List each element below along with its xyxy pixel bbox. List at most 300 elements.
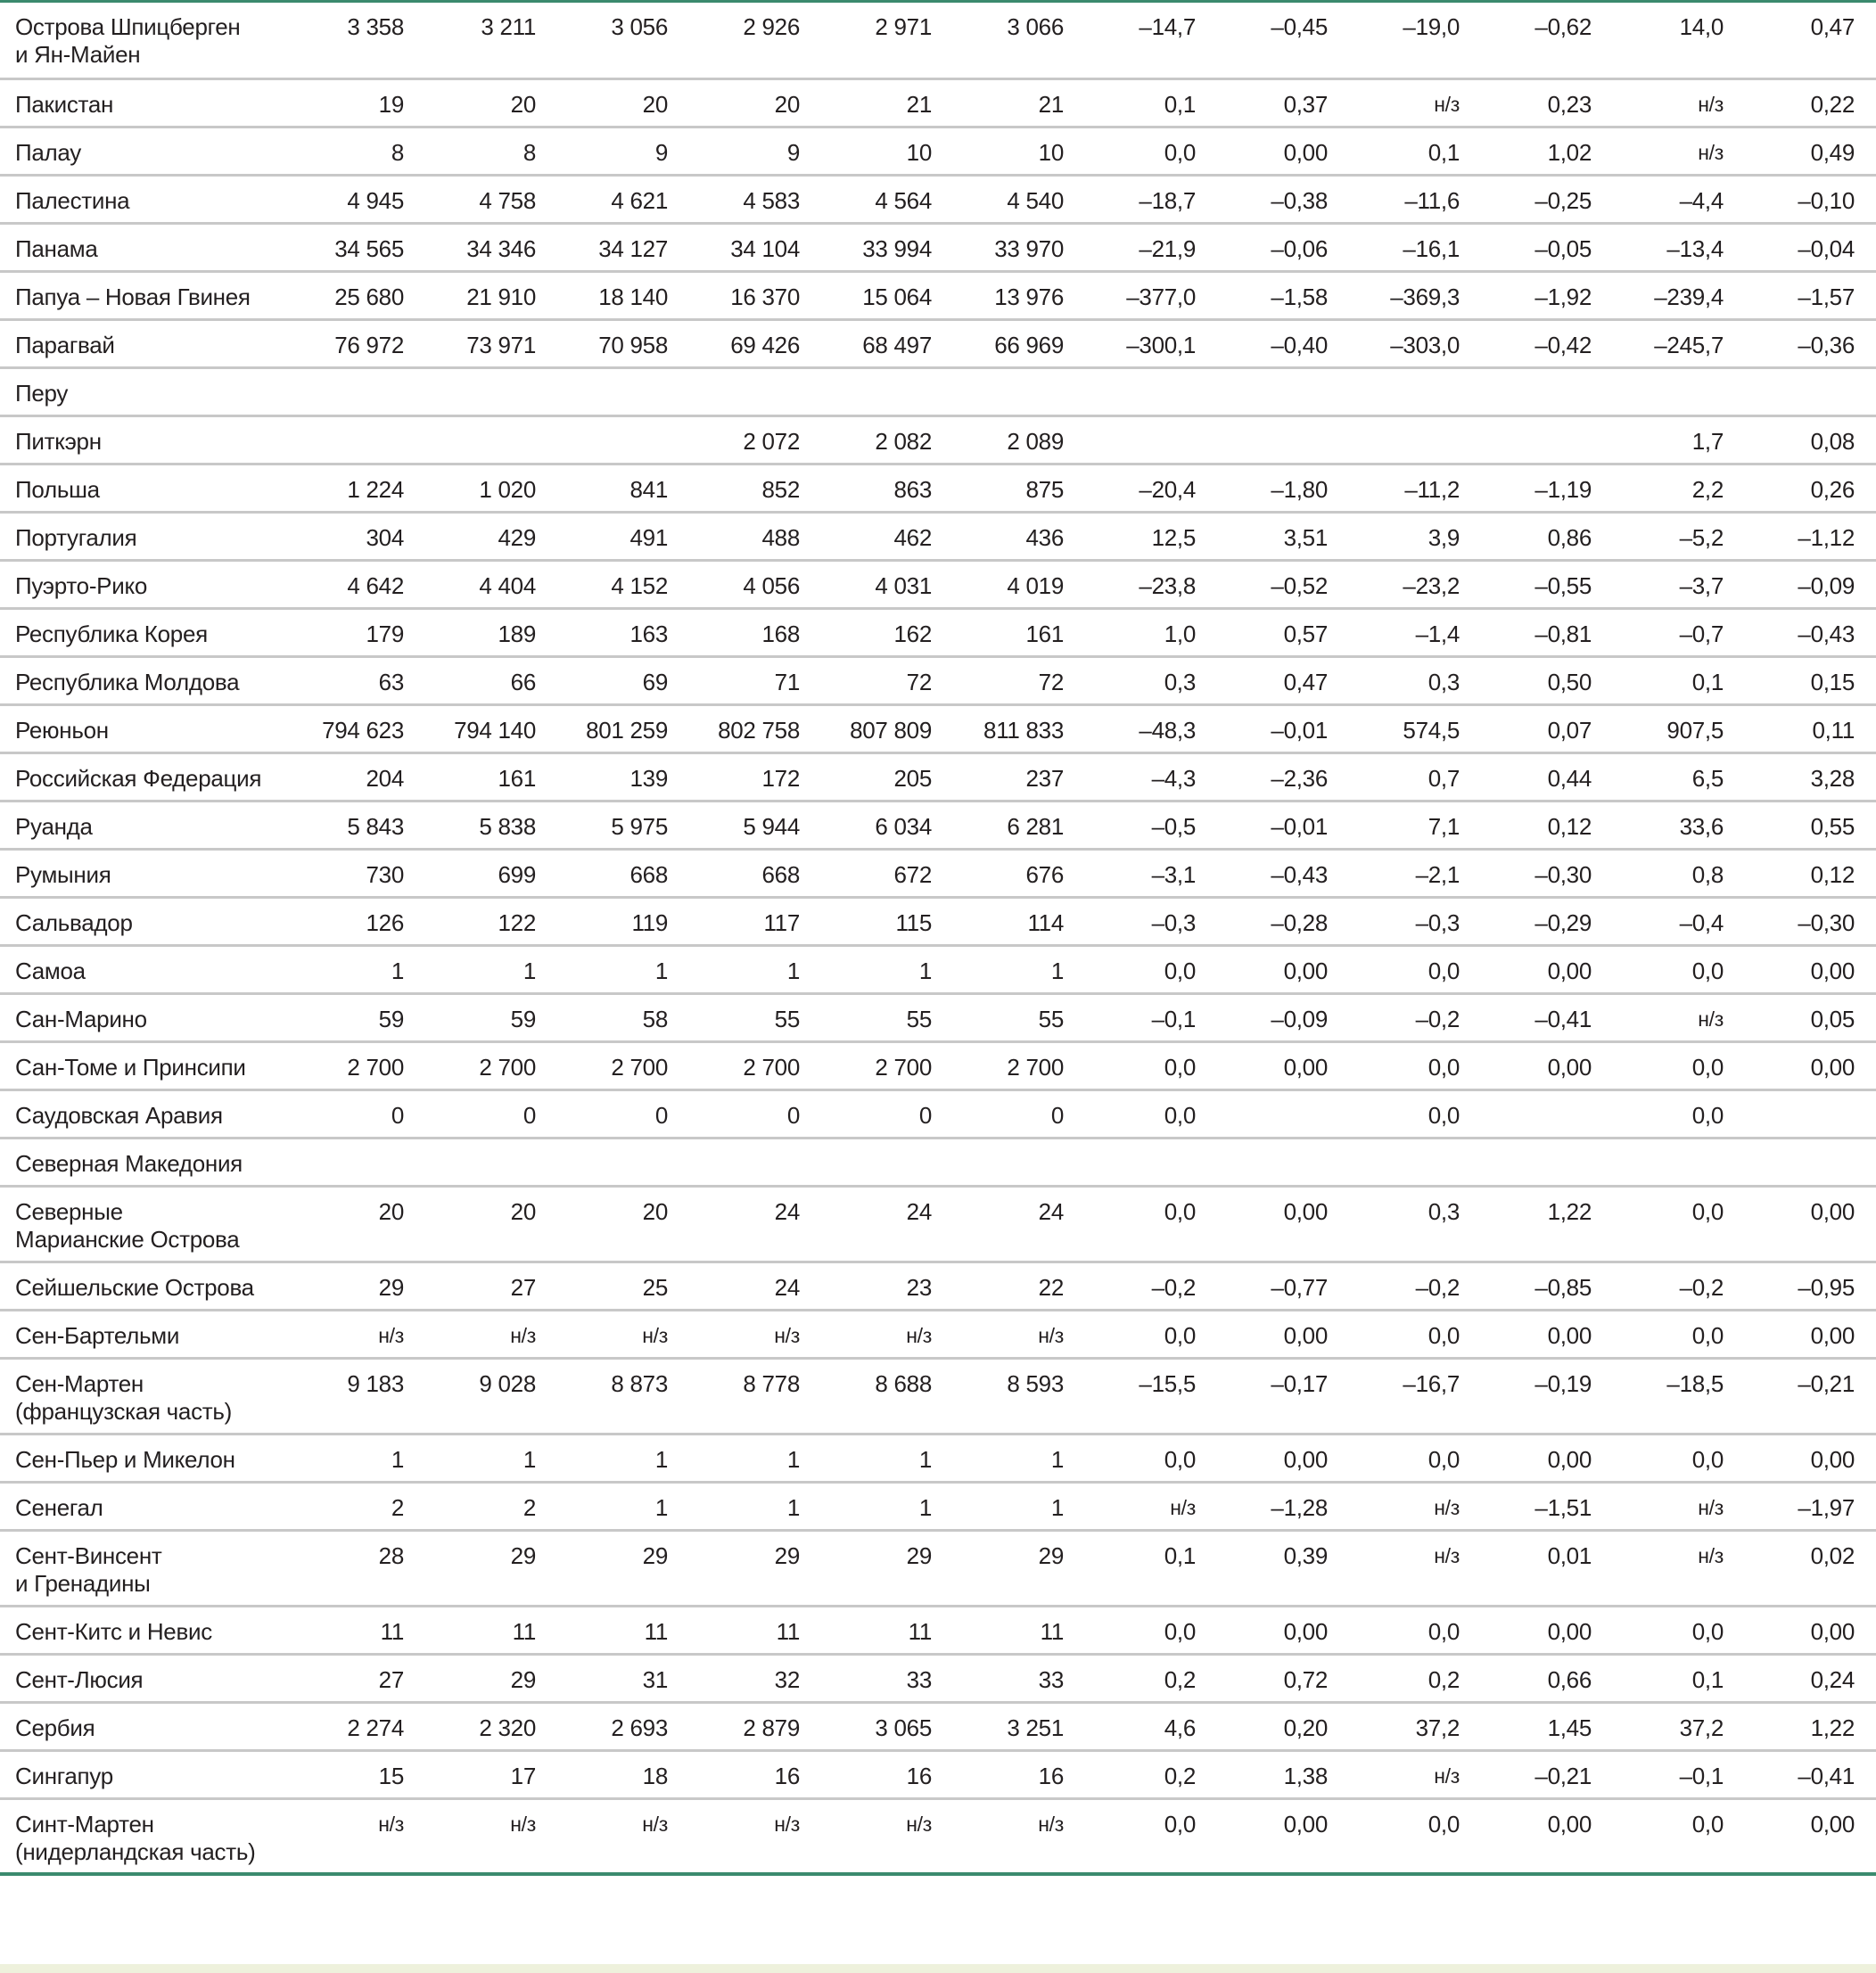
cell-col-1: 2 700: [267, 1041, 404, 1089]
cell-col-8: –0,52: [1196, 560, 1328, 608]
cell-col-6: 29: [932, 1530, 1064, 1606]
country-name: Сан-Марино: [0, 993, 267, 1041]
cell-col-5: 29: [800, 1530, 932, 1606]
cell-col-12: 0,00: [1724, 1186, 1876, 1262]
cell-col-10: 0,07: [1460, 704, 1592, 752]
cell-col-10: –0,30: [1460, 849, 1592, 897]
footer-band: [0, 1964, 1876, 1973]
country-name: Сан-Томе и Принсипи: [0, 1041, 267, 1089]
cell-col-5: 3 065: [800, 1702, 932, 1750]
cell-col-6: 161: [932, 608, 1064, 656]
cell-col-8: 0,72: [1196, 1654, 1328, 1702]
cell-col-3: [536, 415, 668, 464]
cell-col-3: 70 958: [536, 319, 668, 367]
cell-col-2: [404, 415, 536, 464]
cell-col-9: –19,0: [1328, 3, 1460, 78]
cell-col-5: 68 497: [800, 319, 932, 367]
cell-col-5: 11: [800, 1606, 932, 1654]
cell-col-9: 0,2: [1328, 1654, 1460, 1702]
cell-col-5: 4 564: [800, 175, 932, 223]
cell-col-11: –0,1: [1592, 1750, 1724, 1798]
cell-col-6: 1: [932, 1482, 1064, 1530]
cell-col-12: –0,95: [1724, 1262, 1876, 1310]
cell-col-8: –0,01: [1196, 704, 1328, 752]
cell-col-8: 0,00: [1196, 127, 1328, 175]
cell-col-2: 20: [404, 78, 536, 127]
cell-col-4: 1: [668, 945, 800, 993]
cell-col-9: –369,3: [1328, 271, 1460, 319]
cell-col-7: –0,1: [1064, 993, 1196, 1041]
cell-col-9: 0,0: [1328, 1041, 1460, 1089]
cell-col-6: 1: [932, 945, 1064, 993]
cell-col-6: 0: [932, 1089, 1064, 1138]
table-row: [0, 1482, 1876, 1530]
cell-col-1: 20: [267, 1186, 404, 1262]
cell-col-4: 24: [668, 1186, 800, 1262]
cell-col-1: 4 945: [267, 175, 404, 223]
cell-col-7: [1064, 1138, 1196, 1186]
cell-col-10: –0,05: [1460, 223, 1592, 271]
cell-col-5: 33 994: [800, 223, 932, 271]
cell-col-8: 0,00: [1196, 1606, 1328, 1654]
cell-col-5: 10: [800, 127, 932, 175]
country-name: Самоа: [0, 945, 267, 993]
cell-col-4: 2 879: [668, 1702, 800, 1750]
cell-col-7: –18,7: [1064, 175, 1196, 223]
cell-col-4: 11: [668, 1606, 800, 1654]
cell-col-2: 1 020: [404, 464, 536, 512]
cell-col-8: –0,28: [1196, 897, 1328, 945]
table-row: [0, 1041, 1876, 1089]
cell-col-7: 0,0: [1064, 1434, 1196, 1482]
cell-col-7: 0,1: [1064, 1530, 1196, 1606]
country-name: Сербия: [0, 1702, 267, 1750]
country-name: Палау: [0, 127, 267, 175]
cell-col-11: [1592, 1138, 1724, 1186]
cell-col-1: [267, 367, 404, 415]
cell-col-2: 34 346: [404, 223, 536, 271]
cell-col-3: 1: [536, 1434, 668, 1482]
cell-col-5: 21: [800, 78, 932, 127]
country-name: Сент-Китс и Невис: [0, 1606, 267, 1654]
cell-col-6: 875: [932, 464, 1064, 512]
cell-col-7: 0,1: [1064, 78, 1196, 127]
cell-col-4: 1: [668, 1482, 800, 1530]
cell-col-8: [1196, 415, 1328, 464]
table-row: [0, 1310, 1876, 1358]
table-row: [0, 1654, 1876, 1702]
cell-col-4: 852: [668, 464, 800, 512]
table-row: [0, 3, 1876, 78]
cell-col-3: 25: [536, 1262, 668, 1310]
cell-col-6: 66 969: [932, 319, 1064, 367]
cell-col-12: 0,47: [1724, 3, 1876, 78]
cell-col-5: 205: [800, 752, 932, 801]
table-row: [0, 993, 1876, 1041]
cell-col-12: 0,26: [1724, 464, 1876, 512]
table-row: [0, 608, 1876, 656]
cell-col-3: 668: [536, 849, 668, 897]
cell-col-1: 1: [267, 1434, 404, 1482]
table-row: [0, 1606, 1876, 1654]
cell-col-5: [800, 1138, 932, 1186]
cell-col-3: 58: [536, 993, 668, 1041]
cell-col-7: –20,4: [1064, 464, 1196, 512]
cell-col-5: 4 031: [800, 560, 932, 608]
cell-col-2: 3 211: [404, 3, 536, 78]
cell-col-5: 72: [800, 656, 932, 704]
cell-col-10: 0,00: [1460, 1798, 1592, 1874]
cell-col-4: 2 700: [668, 1041, 800, 1089]
cell-col-6: 676: [932, 849, 1064, 897]
country-name: Реюньон: [0, 704, 267, 752]
cell-col-12: 0,49: [1724, 127, 1876, 175]
cell-col-2: 17: [404, 1750, 536, 1798]
cell-col-12: –1,12: [1724, 512, 1876, 560]
cell-col-1: 28: [267, 1530, 404, 1606]
cell-col-12: [1724, 367, 1876, 415]
cell-col-3: 34 127: [536, 223, 668, 271]
cell-col-12: 0,00: [1724, 1310, 1876, 1358]
cell-col-12: –0,10: [1724, 175, 1876, 223]
cell-col-3: 3 056: [536, 3, 668, 78]
cell-col-3: 9: [536, 127, 668, 175]
table-row: [0, 1798, 1876, 1874]
cell-col-2: 2: [404, 1482, 536, 1530]
cell-col-3: 801 259: [536, 704, 668, 752]
cell-col-5: 1: [800, 945, 932, 993]
cell-col-11: –18,5: [1592, 1358, 1724, 1434]
cell-col-8: –0,38: [1196, 175, 1328, 223]
cell-col-6: 33 970: [932, 223, 1064, 271]
cell-col-12: 0,12: [1724, 849, 1876, 897]
cell-col-7: –377,0: [1064, 271, 1196, 319]
table-row: [0, 704, 1876, 752]
cell-col-10: 0,86: [1460, 512, 1592, 560]
cell-col-4: 488: [668, 512, 800, 560]
table-row: [0, 78, 1876, 127]
cell-col-9: –0,2: [1328, 1262, 1460, 1310]
cell-col-3: 1: [536, 1482, 668, 1530]
cell-col-9: –23,2: [1328, 560, 1460, 608]
cell-col-4: 117: [668, 897, 800, 945]
cell-col-5: 55: [800, 993, 932, 1041]
country-name: Сейшельские Острова: [0, 1262, 267, 1310]
country-name: Папуа – Новая Гвинея: [0, 271, 267, 319]
cell-col-1: 15: [267, 1750, 404, 1798]
cell-col-10: 0,23: [1460, 78, 1592, 127]
table-row: [0, 1750, 1876, 1798]
cell-col-10: 0,12: [1460, 801, 1592, 849]
cell-col-2: 27: [404, 1262, 536, 1310]
cell-col-5: 807 809: [800, 704, 932, 752]
cell-col-2: 2 700: [404, 1041, 536, 1089]
cell-col-10: 0,66: [1460, 1654, 1592, 1702]
cell-col-12: 0,11: [1724, 704, 1876, 752]
cell-col-3: 20: [536, 1186, 668, 1262]
cell-col-7: –0,5: [1064, 801, 1196, 849]
cell-col-8: 3,51: [1196, 512, 1328, 560]
cell-col-6: 114: [932, 897, 1064, 945]
cell-col-2: 20: [404, 1186, 536, 1262]
cell-col-12: 0,00: [1724, 945, 1876, 993]
table-row: [0, 319, 1876, 367]
country-name: Пуэрто-Рико: [0, 560, 267, 608]
table-row: [0, 175, 1876, 223]
cell-col-9: –1,4: [1328, 608, 1460, 656]
cell-col-12: 3,28: [1724, 752, 1876, 801]
cell-col-3: 841: [536, 464, 668, 512]
cell-col-10: –1,19: [1460, 464, 1592, 512]
cell-col-1: 8: [267, 127, 404, 175]
cell-col-9: [1328, 1138, 1460, 1186]
cell-col-12: [1724, 1138, 1876, 1186]
cell-col-5: 8 688: [800, 1358, 932, 1434]
cell-col-7: 4,6: [1064, 1702, 1196, 1750]
cell-col-12: –0,21: [1724, 1358, 1876, 1434]
cell-col-9: 0,0: [1328, 1310, 1460, 1358]
cell-col-6: 72: [932, 656, 1064, 704]
cell-col-3: 4 621: [536, 175, 668, 223]
cell-col-6: 6 281: [932, 801, 1064, 849]
cell-col-3: 69: [536, 656, 668, 704]
cell-col-9: 0,0: [1328, 1434, 1460, 1482]
cell-col-11: 0,0: [1592, 1798, 1724, 1874]
table-row: [0, 752, 1876, 801]
table-row: [0, 1138, 1876, 1186]
cell-col-3: н/з: [536, 1310, 668, 1358]
cell-col-5: [800, 367, 932, 415]
cell-col-2: [404, 367, 536, 415]
cell-col-4: 34 104: [668, 223, 800, 271]
cell-col-11: –0,4: [1592, 897, 1724, 945]
cell-col-11: 0,0: [1592, 945, 1724, 993]
cell-col-6: н/з: [932, 1798, 1064, 1874]
cell-col-4: 4 056: [668, 560, 800, 608]
country-name: Палестина: [0, 175, 267, 223]
cell-col-4: 4 583: [668, 175, 800, 223]
cell-col-4: 2 072: [668, 415, 800, 464]
cell-col-7: –0,3: [1064, 897, 1196, 945]
cell-col-4: 32: [668, 1654, 800, 1702]
cell-col-1: 34 565: [267, 223, 404, 271]
cell-col-8: [1196, 1138, 1328, 1186]
cell-col-2: 699: [404, 849, 536, 897]
cell-col-10: –0,41: [1460, 993, 1592, 1041]
cell-col-1: 3 358: [267, 3, 404, 78]
cell-col-11: н/з: [1592, 127, 1724, 175]
cell-col-7: 1,0: [1064, 608, 1196, 656]
cell-col-11: 0,0: [1592, 1310, 1724, 1358]
cell-col-6: 811 833: [932, 704, 1064, 752]
country-name: Республика Молдова: [0, 656, 267, 704]
cell-col-5: 162: [800, 608, 932, 656]
cell-col-8: 0,20: [1196, 1702, 1328, 1750]
country-name: Сингапур: [0, 1750, 267, 1798]
cell-col-11: –0,2: [1592, 1262, 1724, 1310]
cell-col-4: н/з: [668, 1310, 800, 1358]
cell-col-10: –0,81: [1460, 608, 1592, 656]
table-row: [0, 849, 1876, 897]
cell-col-4: 5 944: [668, 801, 800, 849]
cell-col-9: 0,0: [1328, 1798, 1460, 1874]
cell-col-11: н/з: [1592, 78, 1724, 127]
cell-col-6: 16: [932, 1750, 1064, 1798]
table-row: [0, 415, 1876, 464]
cell-col-1: 1 224: [267, 464, 404, 512]
cell-col-9: –2,1: [1328, 849, 1460, 897]
cell-col-4: [668, 367, 800, 415]
cell-col-8: 0,47: [1196, 656, 1328, 704]
cell-col-8: –0,17: [1196, 1358, 1328, 1434]
cell-col-9: 0,0: [1328, 1606, 1460, 1654]
cell-col-1: 2: [267, 1482, 404, 1530]
cell-col-11: 2,2: [1592, 464, 1724, 512]
cell-col-4: 20: [668, 78, 800, 127]
cell-col-8: 0,00: [1196, 945, 1328, 993]
cell-col-11: 0,0: [1592, 1089, 1724, 1138]
cell-col-8: –0,06: [1196, 223, 1328, 271]
country-name: Сен-Бартельми: [0, 1310, 267, 1358]
cell-col-5: 15 064: [800, 271, 932, 319]
cell-col-11: –5,2: [1592, 512, 1724, 560]
cell-col-8: –0,01: [1196, 801, 1328, 849]
cell-col-11: 37,2: [1592, 1702, 1724, 1750]
cell-col-9: [1328, 415, 1460, 464]
country-name: Сент-Люсия: [0, 1654, 267, 1702]
cell-col-10: –0,55: [1460, 560, 1592, 608]
country-name: Пакистан: [0, 78, 267, 127]
cell-col-1: 179: [267, 608, 404, 656]
cell-col-12: 0,24: [1724, 1654, 1876, 1702]
cell-col-3: [536, 367, 668, 415]
cell-col-1: 0: [267, 1089, 404, 1138]
cell-col-12: 1,22: [1724, 1702, 1876, 1750]
data-table: [0, 3, 1876, 1876]
cell-col-7: –21,9: [1064, 223, 1196, 271]
cell-col-1: 2 274: [267, 1702, 404, 1750]
country-name: Северные Марианские Острова: [0, 1186, 267, 1262]
cell-col-3: 31: [536, 1654, 668, 1702]
cell-col-9: –0,2: [1328, 993, 1460, 1041]
cell-col-6: [932, 1138, 1064, 1186]
cell-col-1: 59: [267, 993, 404, 1041]
cell-col-5: 2 700: [800, 1041, 932, 1089]
cell-col-2: 4 758: [404, 175, 536, 223]
cell-col-9: н/з: [1328, 1482, 1460, 1530]
cell-col-9: н/з: [1328, 1750, 1460, 1798]
cell-col-8: –0,09: [1196, 993, 1328, 1041]
cell-col-1: 29: [267, 1262, 404, 1310]
cell-col-6: 13 976: [932, 271, 1064, 319]
cell-col-1: 19: [267, 78, 404, 127]
cell-col-1: 794 623: [267, 704, 404, 752]
cell-col-7: [1064, 415, 1196, 464]
cell-col-8: 0,37: [1196, 78, 1328, 127]
country-name: Синт-Мартен (нидерландская часть): [0, 1798, 267, 1874]
cell-col-4: 802 758: [668, 704, 800, 752]
cell-col-10: [1460, 415, 1592, 464]
cell-col-11: –4,4: [1592, 175, 1724, 223]
cell-col-10: –1,51: [1460, 1482, 1592, 1530]
cell-col-12: –0,36: [1724, 319, 1876, 367]
cell-col-3: [536, 1138, 668, 1186]
cell-col-9: [1328, 367, 1460, 415]
cell-col-10: 0,00: [1460, 1434, 1592, 1482]
cell-col-5: 1: [800, 1434, 932, 1482]
cell-col-4: н/з: [668, 1798, 800, 1874]
country-name: Сен-Мартен (французская часть): [0, 1358, 267, 1434]
cell-col-8: 1,38: [1196, 1750, 1328, 1798]
country-name: Саудовская Аравия: [0, 1089, 267, 1138]
cell-col-9: –303,0: [1328, 319, 1460, 367]
cell-col-9: 0,0: [1328, 945, 1460, 993]
cell-col-12: 0,00: [1724, 1798, 1876, 1874]
cell-col-7: 0,2: [1064, 1654, 1196, 1702]
cell-col-1: 9 183: [267, 1358, 404, 1434]
cell-col-6: 3 251: [932, 1702, 1064, 1750]
cell-col-11: 6,5: [1592, 752, 1724, 801]
cell-col-10: –1,92: [1460, 271, 1592, 319]
cell-col-2: 73 971: [404, 319, 536, 367]
country-name: Румыния: [0, 849, 267, 897]
cell-col-2: 429: [404, 512, 536, 560]
cell-col-10: –0,29: [1460, 897, 1592, 945]
cell-col-12: 0,05: [1724, 993, 1876, 1041]
cell-col-1: 5 843: [267, 801, 404, 849]
cell-col-5: 0: [800, 1089, 932, 1138]
cell-col-10: 0,00: [1460, 945, 1592, 993]
cell-col-5: 2 971: [800, 3, 932, 78]
cell-col-8: –1,58: [1196, 271, 1328, 319]
cell-col-7: [1064, 367, 1196, 415]
country-name: Северная Македония: [0, 1138, 267, 1186]
country-name: Сент-Винсент и Гренадины: [0, 1530, 267, 1606]
cell-col-11: н/з: [1592, 993, 1724, 1041]
cell-col-3: 0: [536, 1089, 668, 1138]
cell-col-4: 0: [668, 1089, 800, 1138]
cell-col-2: 0: [404, 1089, 536, 1138]
cell-col-5: 2 082: [800, 415, 932, 464]
cell-col-4: 71: [668, 656, 800, 704]
cell-col-11: –245,7: [1592, 319, 1724, 367]
cell-col-9: 0,3: [1328, 656, 1460, 704]
cell-col-7: –3,1: [1064, 849, 1196, 897]
cell-col-11: –13,4: [1592, 223, 1724, 271]
cell-col-7: н/з: [1064, 1482, 1196, 1530]
cell-col-6: 22: [932, 1262, 1064, 1310]
cell-col-11: 0,0: [1592, 1041, 1724, 1089]
table-row: [0, 560, 1876, 608]
cell-col-11: 0,0: [1592, 1606, 1724, 1654]
cell-col-5: 33: [800, 1654, 932, 1702]
cell-col-12: –0,04: [1724, 223, 1876, 271]
table-row: [0, 223, 1876, 271]
cell-col-12: [1724, 1089, 1876, 1138]
cell-col-8: 0,57: [1196, 608, 1328, 656]
cell-col-3: 163: [536, 608, 668, 656]
cell-col-7: 0,0: [1064, 1089, 1196, 1138]
country-name: Перу: [0, 367, 267, 415]
cell-col-9: 7,1: [1328, 801, 1460, 849]
table-row: [0, 656, 1876, 704]
country-name: Сенегал: [0, 1482, 267, 1530]
cell-col-5: н/з: [800, 1310, 932, 1358]
cell-col-2: 4 404: [404, 560, 536, 608]
cell-col-2: 122: [404, 897, 536, 945]
cell-col-9: –11,6: [1328, 175, 1460, 223]
cell-col-9: 0,3: [1328, 1186, 1460, 1262]
